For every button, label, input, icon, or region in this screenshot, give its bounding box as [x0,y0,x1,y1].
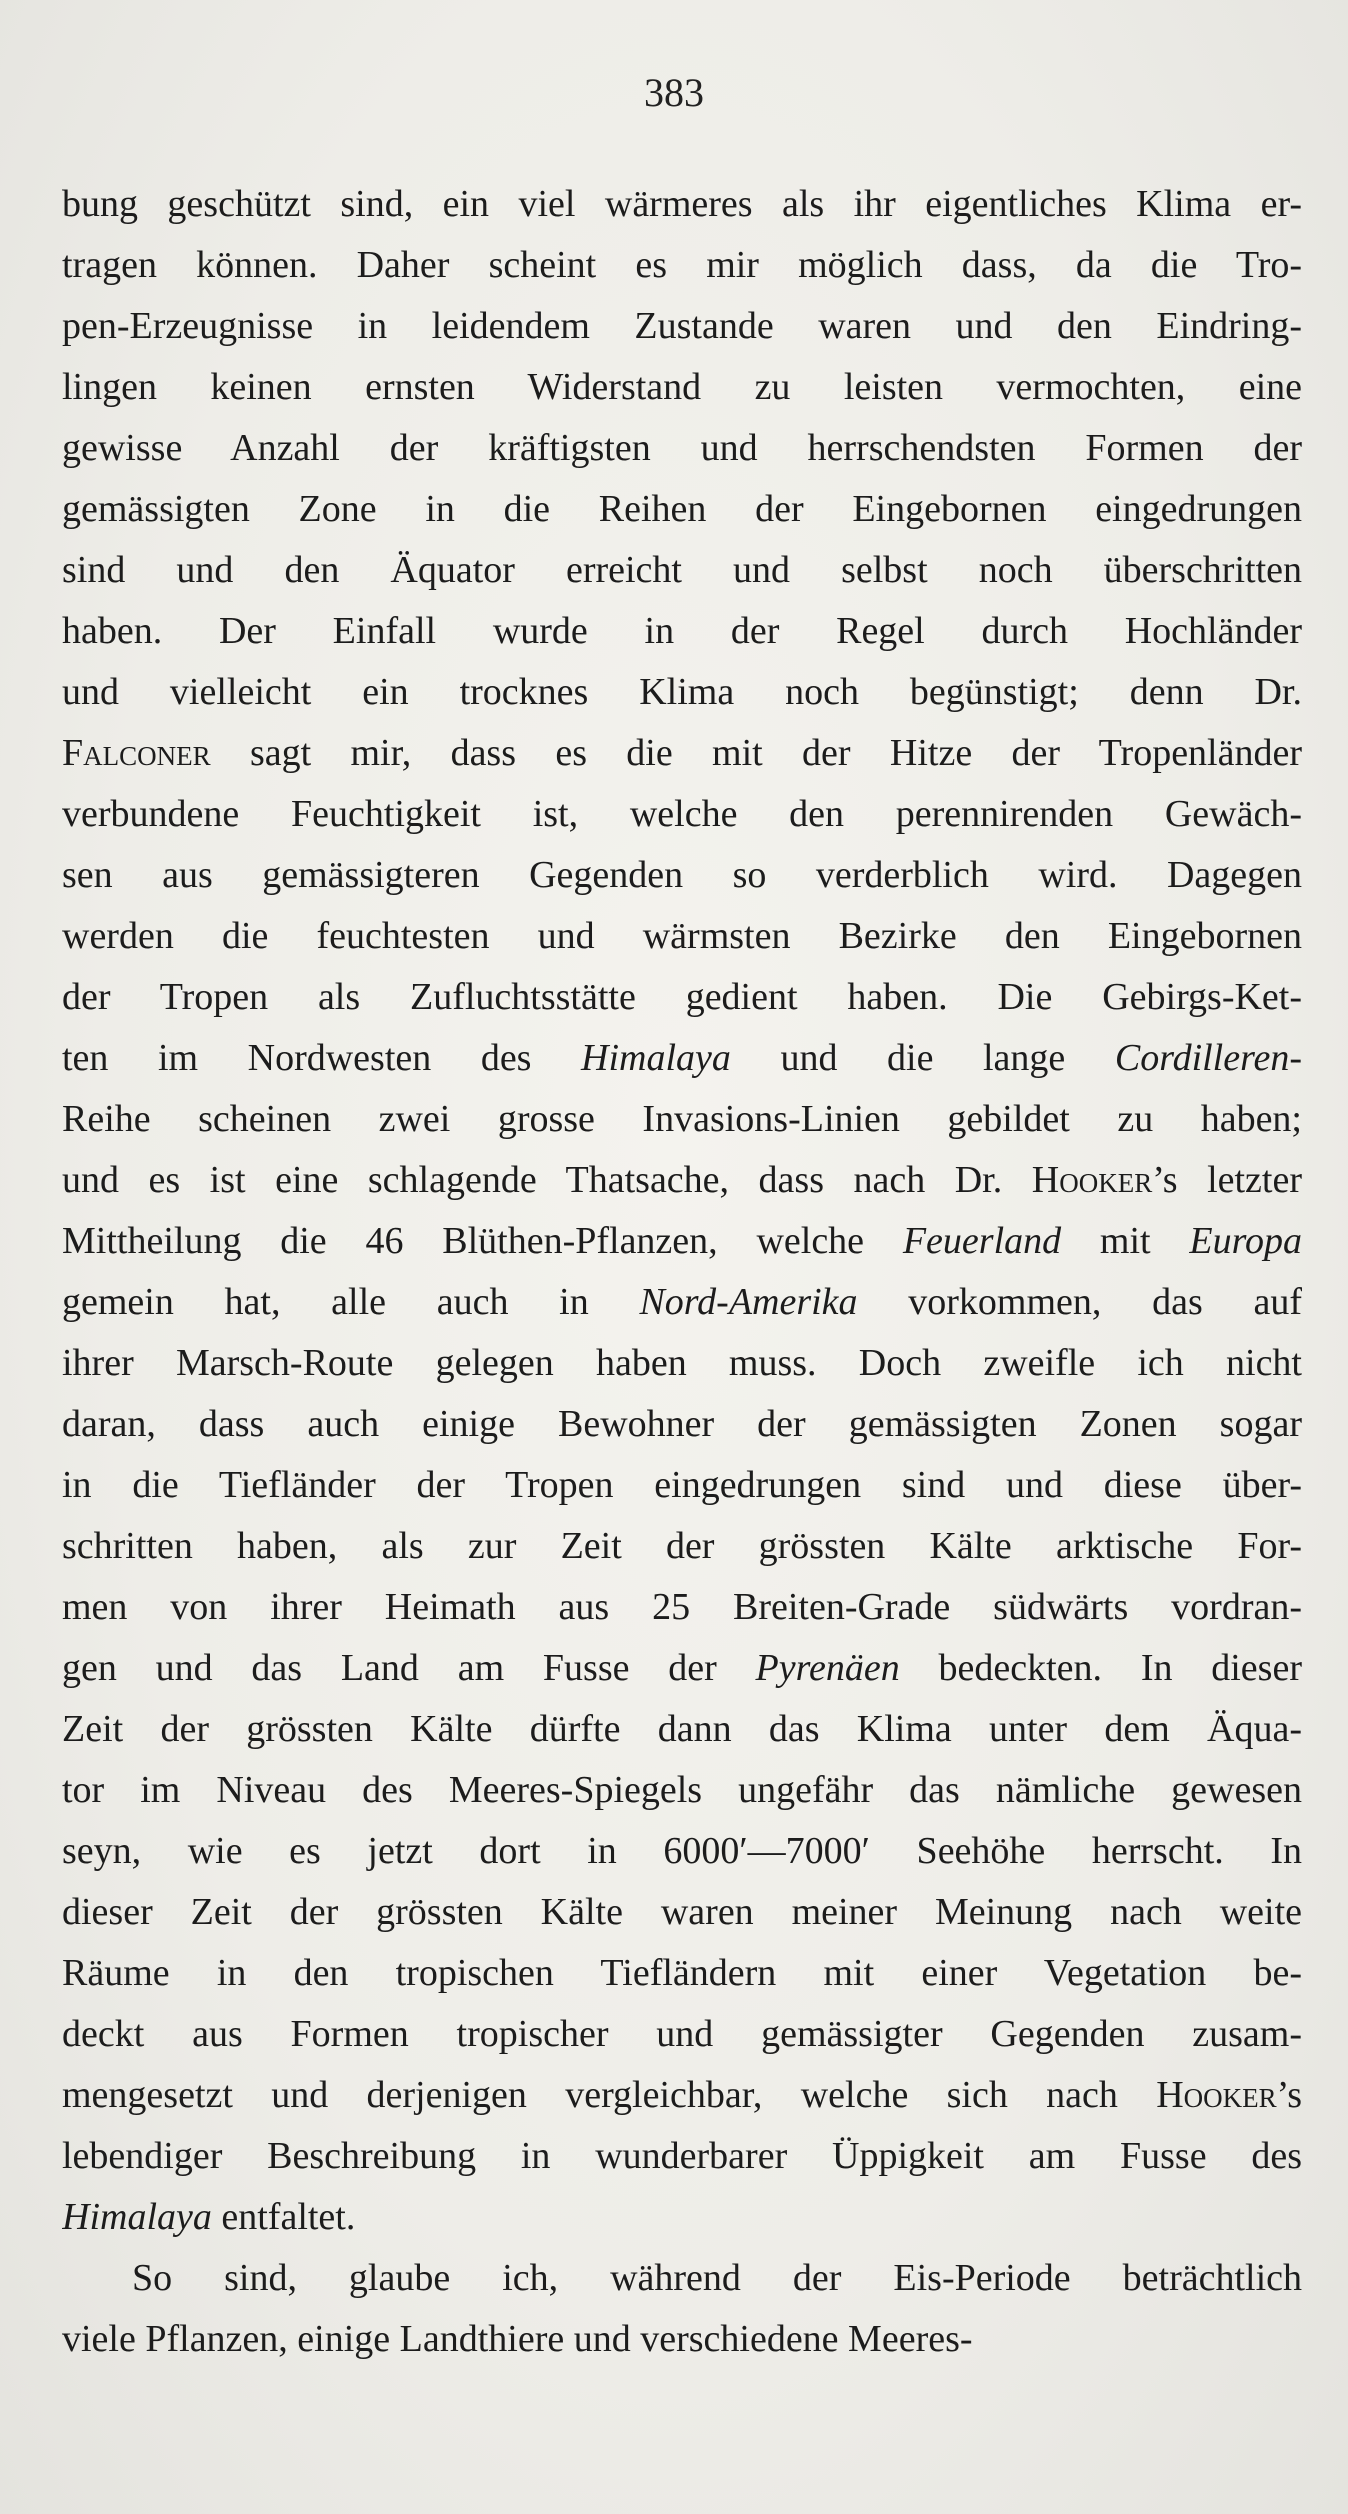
text-run: Reihe scheinen zwei grosse Invasions-Linien gebildet zu haben; [62,1098,1302,1140]
text-run: und vielleicht ein trocknes Klima noch begünstigt; denn Dr. [62,671,1302,713]
text-line [62,906,1302,967]
text-line [62,357,1302,418]
text-line [62,2004,1302,2065]
text-run: viele Pflanzen, einige Landthiere und verschiedene Meeres- [62,2318,973,2360]
text-line [62,967,1302,1028]
text-run: sind und den Äquator erreicht und selbst noch überschritten [62,549,1302,591]
text-line [62,174,1302,235]
text-line [62,540,1302,601]
text-line [62,1516,1302,1577]
text-line [62,296,1302,357]
text-line [62,479,1302,540]
text-line [62,1760,1302,1821]
italic-term: Pyrenäen [755,1647,900,1689]
text-run: ihrer Marsch-Route gelegen haben muss. Doch zweifle ich nicht [62,1342,1302,1384]
text-line [62,2065,1302,2126]
text-run: vorkommen, das auf [857,1281,1302,1323]
text-run: bung geschützt sind, ein viel wärmeres als ihr eigentliches Klima er- [62,183,1302,225]
paragraph [62,174,1302,2248]
text-line [62,1272,1302,1333]
italic-term: Nord-Amerika [639,1281,858,1323]
paragraph [62,2248,1302,2370]
text-run: schritten haben, als zur Zeit der grössten Kälte arktische For- [62,1525,1302,1567]
text-line [62,1699,1302,1760]
author-name: Hooker [1156,2074,1277,2116]
text-run: lingen keinen ernsten Widerstand zu leisten vermochten, eine [62,366,1302,408]
text-run: und die lange [730,1037,1115,1079]
text-run: lebendiger Beschreibung in wunderbarer Üppigkeit am Fusse des [62,2135,1302,2177]
text-run: gemässigten Zone in die Reihen der Eingebornen eingedrungen [62,488,1302,530]
author-name: Hooker [1031,1159,1153,1201]
text-run: daran, dass auch einige Bewohner der gemässigten Zonen sogar [62,1403,1302,1445]
text-line [62,1638,1302,1699]
text-line [62,1943,1302,2004]
text-line [62,723,1302,784]
text-run: men von ihrer Heimath aus 25 Breiten-Grade südwärts vordran- [62,1586,1302,1628]
text-run: mit [1061,1220,1190,1262]
text-line [62,1333,1302,1394]
italic-term: Himalaya [62,2196,212,2238]
text-run: gewisse Anzahl der kräftigsten und herrschendsten Formen der [62,427,1302,469]
text-run: Zeit der grössten Kälte dürfte dann das Klima unter dem Äqua- [62,1708,1302,1750]
italic-term: Feuerland [902,1220,1062,1262]
text-line [62,1821,1302,1882]
text-run: entfaltet. [211,2196,356,2238]
text-run: tragen können. Daher scheint es mir möglich dass, da die Tro- [62,244,1302,286]
text-run: deckt aus Formen tropischer und gemässigter Gegenden zusam- [62,2013,1302,2055]
text-run: gen und das Land am Fusse der [62,1647,756,1689]
text-run: ’s [1276,2074,1302,2116]
text-line [62,2248,1302,2309]
text-run: pen-Erzeugnisse in leidendem Zustande waren und den Eindring- [62,305,1302,347]
text-run: in die Tiefländer der Tropen eingedrungen sind und diese über- [62,1464,1302,1506]
text-run: tor im Niveau des Meeres-Spiegels ungefähr das nämliche gewesen [62,1769,1302,1811]
text-line [62,1577,1302,1638]
text-run: gemein hat, alle auch in [62,1281,640,1323]
body-text [62,174,1302,2370]
text-run: sen aus gemässigteren Gegenden so verderblich wird. Dagegen [62,854,1302,896]
text-line [62,845,1302,906]
page-number: 383 [644,70,704,115]
text-run: seyn, wie es jetzt dort in 6000′—7000′ Seehöhe herrscht. In [62,1830,1302,1872]
text-line [62,418,1302,479]
text-run: verbundene Feuchtigkeit ist, welche den perennirenden Gewäch- [62,793,1302,835]
text-line [62,1089,1302,1150]
text-run: der Tropen als Zufluchtsstätte gedient haben. Die Gebirgs-Ket- [62,976,1302,1018]
text-line [62,1150,1302,1211]
text-run: So sind, glaube ich, während der Eis-Periode beträchtlich [132,2257,1302,2299]
text-line [62,601,1302,662]
italic-term: Himalaya [581,1037,731,1079]
italic-term: Europa [1189,1220,1302,1262]
text-run: haben. Der Einfall wurde in der Regel durch Hochländer [62,610,1302,652]
author-name: Falconer [62,732,211,774]
text-run: dieser Zeit der grössten Kälte waren meiner Meinung nach weite [62,1891,1302,1933]
text-run: ’s letzter [1152,1159,1302,1201]
text-run: Mittheilung die 46 Blüthen-Pflanzen, welche [62,1220,903,1262]
text-line [62,2187,1302,2248]
text-line [62,2309,1302,2370]
text-run: ten im Nordwesten des [62,1037,582,1079]
italic-term: Cordilleren- [1114,1037,1302,1079]
text-line [62,235,1302,296]
text-line [62,1211,1302,1272]
text-run: mengesetzt und derjenigen vergleichbar, welche sich nach [62,2074,1157,2116]
text-line [62,1455,1302,1516]
text-run: bedeckten. In dieser [899,1647,1302,1689]
text-line [62,1882,1302,1943]
text-run: werden die feuchtesten und wärmsten Bezirke den Eingebornen [62,915,1302,957]
text-run: sagt mir, dass es die mit der Hitze der Tropenländer [210,732,1302,774]
text-run: und es ist eine schlagende Thatsache, dass nach Dr. [62,1159,1032,1201]
text-line [62,1394,1302,1455]
text-line [62,784,1302,845]
text-line [62,2126,1302,2187]
text-run: Räume in den tropischen Tiefländern mit einer Vegetation be- [62,1952,1302,1994]
text-line [62,662,1302,723]
text-line [62,1028,1302,1089]
